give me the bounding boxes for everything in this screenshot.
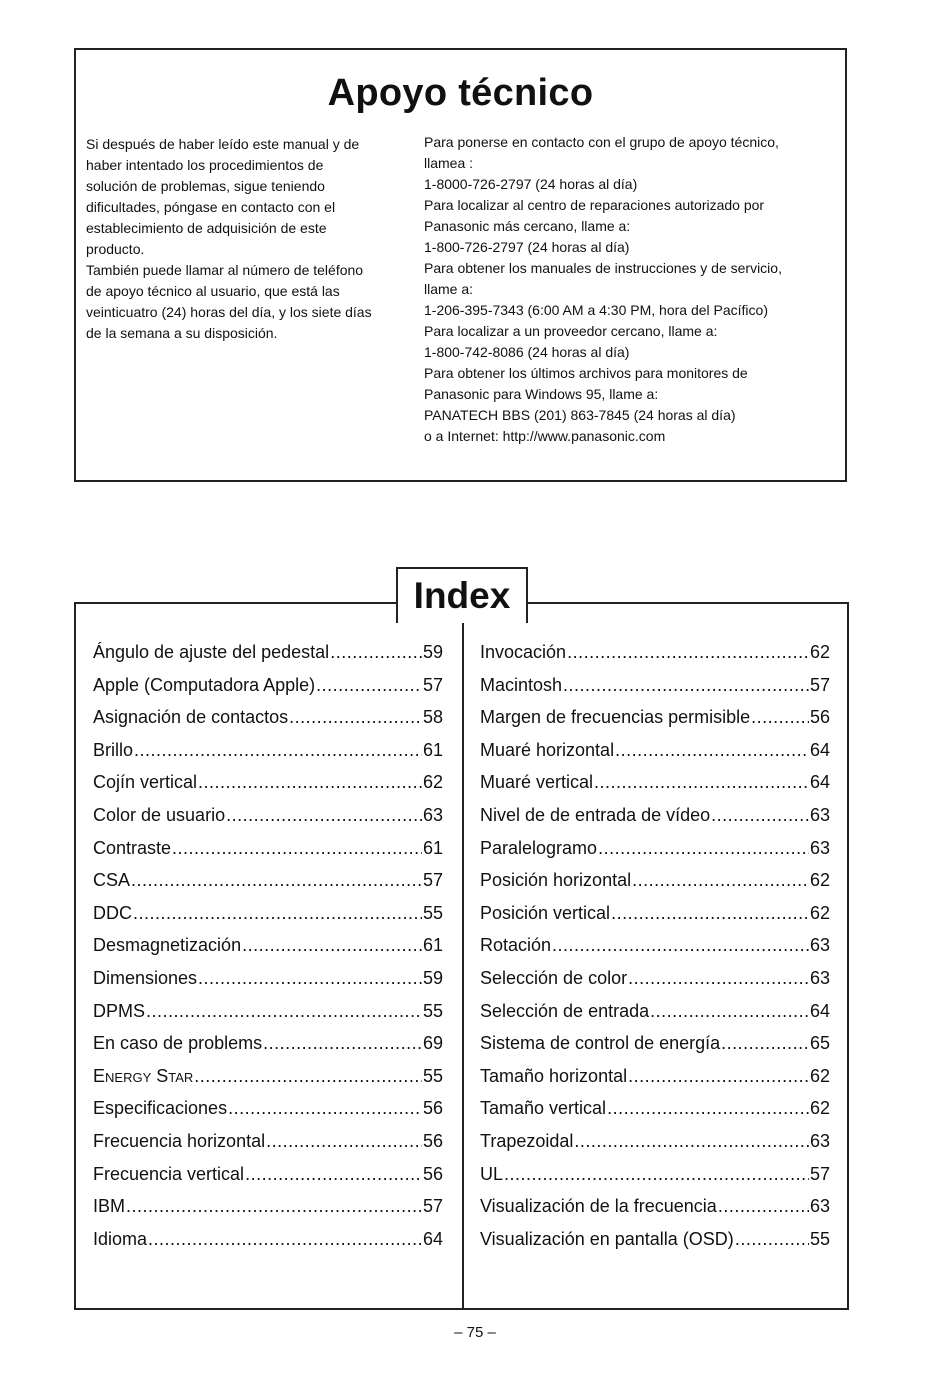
support-contact-line: 1-800-726-2797 (24 horas al día) [424,239,630,255]
index-page-number: 57 [809,674,830,695]
index-entry [480,772,830,805]
index-term: Trapezoidal [480,1130,574,1151]
support-contact-line: Para obtener los manuales de instrucciones y de servicio, [424,260,782,276]
support-contact-line: Panasonic para Windows 95, llame a: [424,386,659,402]
index-entry [480,675,830,708]
dot-leader [718,1196,809,1217]
index-page-number: 55 [422,1065,443,1086]
dot-leader [289,707,422,728]
index-term: Visualización en pantalla (OSD) [480,1228,734,1249]
index-term: IBM [93,1196,126,1217]
index-page-number: 59 [422,967,443,988]
index-term: En caso de problems [93,1033,263,1054]
index-page-number: 57 [422,1196,443,1217]
index-term: DPMS [93,1000,146,1021]
support-left-column [86,134,396,344]
index-entry [93,968,443,1001]
index-entry [480,1131,830,1164]
index-term: Selección de color [480,967,628,988]
index-term: Paralelogramo [480,837,598,858]
dot-leader [148,1229,422,1250]
index-term: Especificaciones [93,1098,228,1119]
index-page-number: 63 [809,1196,830,1217]
support-contact-line: llame a: [424,281,474,297]
index-page-number: 56 [422,1163,443,1184]
dot-leader [552,935,809,956]
index-term: Selección de entrada [480,1000,650,1021]
index-entry [480,870,830,903]
index-term: Dimensiones [93,967,198,988]
index-term: Posición vertical [480,902,611,923]
index-entry [93,675,443,708]
index-page-number: 59 [422,642,443,662]
index-page-number: 62 [809,642,830,662]
support-contact-line: PANATECH BBS (201) 863-7845 (24 horas al día) [424,407,736,423]
dot-leader [198,968,422,989]
index-term: Posición horizontal [480,870,632,891]
index-term: Visualización de la frecuencia [480,1196,717,1217]
index-term: Contraste [93,837,172,858]
index-page-number: 56 [422,1098,443,1119]
index-page-number: 57 [809,1163,830,1184]
dot-leader [131,870,422,891]
dot-leader [567,642,809,663]
index-page-number: 64 [809,772,830,793]
index-page-number: 69 [422,1033,443,1054]
index-entry [480,1066,830,1099]
dot-leader [504,1164,809,1185]
index-page-number: 62 [809,902,830,923]
index-entry [93,772,443,805]
index-term: Rotación [480,935,552,956]
index-page-number: 62 [422,772,443,793]
column-divider [462,622,464,1308]
index-entry [93,1033,443,1066]
dot-leader [126,1196,422,1217]
dot-leader [172,838,422,859]
dot-leader [594,772,809,793]
index-entry [480,740,830,773]
dot-leader [721,1033,809,1054]
index-page-number: 62 [809,870,830,891]
index-entry [480,1001,830,1034]
index-entry [93,642,443,675]
index-term: Margen de frecuencias permisible [480,707,751,728]
index-entry [480,838,830,871]
index-entry [480,1196,830,1229]
support-text-line: de la semana a su disposición. [86,325,278,341]
index-entry [480,1164,830,1197]
dot-leader [611,903,809,924]
index-term: Idioma [93,1228,148,1249]
index-term: Nivel de de entrada de vídeo [480,804,711,825]
index-page-number: 57 [422,674,443,695]
dot-leader [632,870,809,891]
support-text-line: producto. [86,241,145,257]
support-contact-line: 1-206-395-7343 (6:00 AM a 4:30 PM, hora del Pacífico) [424,302,768,318]
index-page-number: 63 [809,967,830,988]
index-entry [93,903,443,936]
index-entry [480,903,830,936]
index-term: Muaré vertical [480,772,594,793]
index-entry [93,740,443,773]
index-page-number: 64 [809,1000,830,1021]
dot-leader [226,805,422,826]
index-term: Brillo [93,739,134,760]
index-term: Frecuencia horizontal [93,1130,266,1151]
index-term: Desmagnetización [93,935,242,956]
dot-leader [607,1098,809,1119]
index-term: DDC [93,902,132,923]
index-page-number: 63 [809,1130,830,1151]
dot-leader [650,1001,809,1022]
index-entry [480,642,830,675]
index-entry [93,838,443,871]
index-box [74,602,849,1310]
index-entry [93,1001,443,1034]
index-page-number: 55 [422,902,443,923]
support-contact-line: 1-800-742-8086 (24 horas al día) [424,344,630,360]
support-text-line: establecimiento de adquisición de este [86,220,327,236]
support-contact-line: llamea : [424,155,474,171]
index-term: Energy Star [93,1065,194,1086]
index-page-number: 56 [809,707,830,728]
index-page-number: 62 [809,1098,830,1119]
index-page-number: 64 [809,739,830,760]
dot-leader [316,675,422,696]
index-entry [480,707,830,740]
index-entry [93,805,443,838]
dot-leader [735,1229,809,1250]
support-contact-line: Para localizar al centro de reparaciones autorizado por [424,197,765,213]
support-text-line: Si después de haber leído este manual y de [86,136,360,152]
index-page-number: 63 [422,804,443,825]
index-page-number: 58 [422,707,443,728]
dot-leader [133,903,422,924]
support-contact-line: o a Internet: http://www.panasonic.com [424,428,666,444]
index-term: Tamaño horizontal [480,1065,628,1086]
dot-leader [198,772,422,793]
index-page-number: 56 [422,1130,443,1151]
index-term: Invocación [480,642,567,662]
index-page-number: 61 [422,935,443,956]
index-entry [93,1164,443,1197]
index-term: Ángulo de ajuste del pedestal [93,642,330,662]
dot-leader [751,707,809,728]
index-entry [93,1229,443,1262]
index-entry [480,968,830,1001]
support-contact-line: Para obtener los últimos archivos para monitores de [424,365,748,381]
support-text-line: También puede llamar al número de teléfono [86,262,364,278]
index-term: Muaré horizontal [480,739,615,760]
index-page-number: 63 [809,935,830,956]
index-entry [480,1229,830,1262]
dot-leader [146,1001,422,1022]
dot-leader [563,675,809,696]
index-entry [480,935,830,968]
index-page-number: 63 [809,804,830,825]
index-page-number: 61 [422,739,443,760]
index-right-column [480,642,830,1261]
support-text-line: veinticuatro (24) horas del día, y los siete días [86,304,372,320]
index-term: Macintosh [480,674,563,695]
dot-leader [628,1066,809,1087]
index-term: CSA [93,870,131,891]
index-term: Cojín vertical [93,772,198,793]
index-page-number: 61 [422,837,443,858]
dot-leader [628,968,809,989]
index-page-number: 57 [422,870,443,891]
index-entry [93,707,443,740]
index-page-number: 62 [809,1065,830,1086]
index-left-column [93,642,443,1261]
index-entry [480,1033,830,1066]
index-entry [93,1066,443,1099]
support-text-line: solución de problemas, sigue teniendo [86,178,325,194]
index-page-number: 65 [809,1033,830,1054]
dot-leader [574,1131,809,1152]
dot-leader [615,740,809,761]
dot-leader [263,1033,422,1054]
index-page-number: 55 [422,1000,443,1021]
index-entry [93,1196,443,1229]
page-number: – 75 – [454,1324,496,1341]
support-contact-line: Para ponerse en contacto con el grupo de apoyo técnico, [424,134,779,150]
dot-leader [711,805,809,826]
index-term: Color de usuario [93,804,226,825]
support-text-line: de apoyo técnico al usuario, que está las [86,283,340,299]
dot-leader [228,1098,422,1119]
dot-leader [134,740,422,761]
index-page-number: 63 [809,837,830,858]
technical-support-box [74,48,847,482]
index-page-number: 64 [422,1228,443,1249]
dot-leader [598,838,809,859]
index-entry [93,1131,443,1164]
index-entry [93,935,443,968]
support-title: Apoyo técnico [327,72,594,114]
support-right-column [424,132,834,447]
index-term: Asignación de contactos [93,707,289,728]
index-page-number: 55 [809,1228,830,1249]
index-entry [93,1098,443,1131]
index-entry [480,805,830,838]
support-contact-line: 1-8000-726-2797 (24 horas al día) [424,176,638,192]
dot-leader [266,1131,422,1152]
support-contact-line: Para localizar a un proveedor cercano, llame a: [424,323,718,339]
index-term: Tamaño vertical [480,1098,607,1119]
index-entry [93,870,443,903]
dot-leader [242,935,422,956]
index-term: UL [480,1163,504,1184]
index-term: Sistema de control de energía [480,1033,721,1054]
dot-leader [245,1164,422,1185]
index-title: Index [396,567,528,623]
index-term: Apple (Computadora Apple) [93,674,316,695]
dot-leader [330,642,422,663]
index-entry [480,1098,830,1131]
dot-leader [194,1066,422,1087]
support-text-line: haber intentado los procedimientos de [86,157,324,173]
index-term: Frecuencia vertical [93,1163,245,1184]
support-text-line: dificultades, póngase en contacto con el [86,199,336,215]
support-contact-line: Panasonic más cercano, llame a: [424,218,631,234]
